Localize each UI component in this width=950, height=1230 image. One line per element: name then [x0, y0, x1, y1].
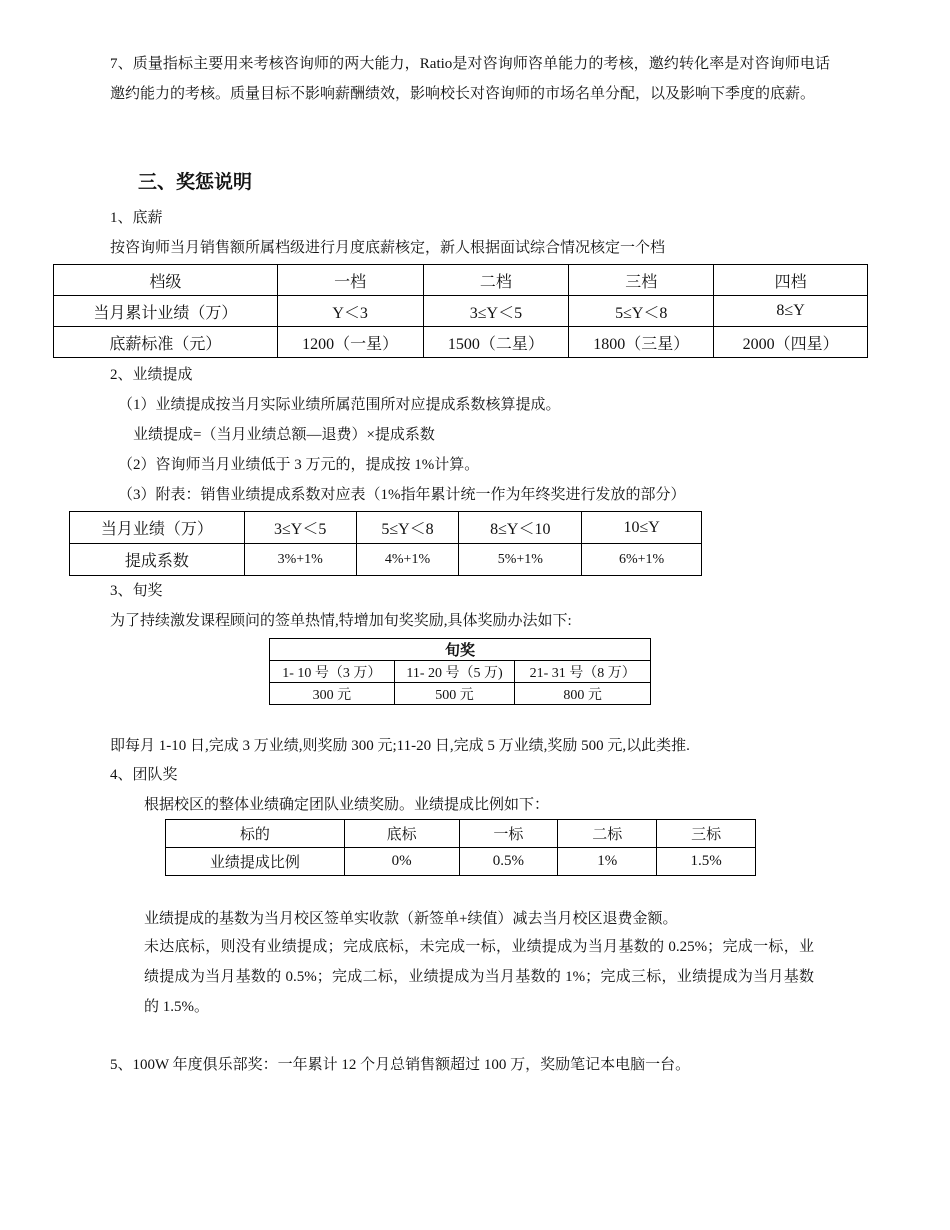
table-cell: 1500（二星）: [423, 327, 569, 358]
tenday-table: [269, 638, 651, 705]
table-cell: 800 元: [515, 683, 651, 705]
table-cell: 4%+1%: [356, 544, 459, 576]
tenday-note: 即每月 1-10 日,完成 3 万业绩,则奖励 300 元;11-20 日,完成 5 万业绩,奖励 500 元,以此类推.: [110, 738, 690, 754]
commission-line-1: （1）业绩提成按当月实际业绩所属范围所对应提成系数核算提成。: [118, 397, 561, 413]
table-title: 旬奖: [270, 639, 651, 661]
commission-heading: 2、业绩提成: [110, 367, 193, 383]
table-cell: 底薪标准（元）: [54, 327, 278, 358]
table-row: [54, 265, 868, 296]
table-cell: 提成系数: [70, 544, 245, 576]
table-cell: 1200（一星）: [277, 327, 423, 358]
table-cell: 11- 20 号（5 万): [394, 661, 515, 683]
base-salary-desc: 按咨询师当月销售额所属档级进行月度底薪核定，新人根据面试综合情况核定一个档: [110, 240, 666, 256]
table-cell: 当月累计业绩（万）: [54, 296, 278, 327]
commission-line-3: （3）附表：销售业绩提成系数对应表（1%指年累计统一作为年终奖进行发放的部分）: [118, 487, 686, 503]
table-cell: 5%+1%: [459, 544, 582, 576]
team-rate-table: [165, 819, 756, 876]
table-row: [54, 327, 868, 358]
table-cell: 0.5%: [459, 848, 558, 876]
table-cell: 三档: [569, 265, 714, 296]
table-cell: 1.5%: [657, 848, 756, 876]
table-cell: 5≤Y＜8: [356, 512, 459, 544]
table-cell: 业绩提成比例: [166, 848, 345, 876]
table-cell: 8≤Y: [714, 296, 868, 327]
club-award: 5、100W 年度俱乐部奖：一年累计 12 个月总销售额超过 100 万，奖励笔记本电脑一台。: [110, 1057, 691, 1073]
table-row: [270, 661, 651, 683]
commission-line-2: （2）咨询师当月业绩低于 3 万元的，提成按 1%计算。: [118, 457, 480, 473]
table-cell: 21- 31 号（8 万）: [515, 661, 651, 683]
table-cell: 一标: [459, 820, 558, 848]
table-cell: 1%: [558, 848, 657, 876]
table-cell: 2000（四星）: [714, 327, 868, 358]
tenday-desc: 为了持续激发课程顾问的签单热情,特增加旬奖奖励,具体奖励办法如下:: [110, 613, 572, 629]
table-cell: 1- 10 号（3 万）: [270, 661, 395, 683]
table-cell: 5≤Y＜8: [569, 296, 714, 327]
table-cell: 三标: [657, 820, 756, 848]
team-note-2: 未达底标，则没有业绩提成；完成底标，未完成一标，业绩提成为当月基数的 0.25%；完成一标，业绩提成为当月基数的 0.5%；完成二标，业绩提成为当月基数的 1%；完成三标，业绩提成为当月基数的 1.5%。: [144, 939, 814, 1015]
table-cell: 标的: [166, 820, 345, 848]
table-cell: 3≤Y＜5: [244, 512, 356, 544]
tenday-heading: 3、旬奖: [110, 583, 163, 599]
table-cell: 3≤Y＜5: [423, 296, 569, 327]
table-row: [270, 683, 651, 705]
table-cell: 档级: [54, 265, 278, 296]
table-cell: 10≤Y: [582, 512, 702, 544]
table-row: [166, 848, 756, 876]
team-heading: 4、团队奖: [110, 767, 178, 783]
table-cell: 二标: [558, 820, 657, 848]
team-desc: 根据校区的整体业绩确定团队业绩奖励。业绩提成比例如下：: [144, 797, 550, 813]
table-cell: Y＜3: [277, 296, 423, 327]
table-cell: 一档: [277, 265, 423, 296]
table-cell: 500 元: [394, 683, 515, 705]
table-cell: 6%+1%: [582, 544, 702, 576]
table-cell: 0%: [344, 848, 459, 876]
table-cell: 底标: [344, 820, 459, 848]
commission-formula: 业绩提成=（当月业绩总额—退费）×提成系数: [133, 427, 435, 443]
table-row: [270, 639, 651, 661]
table-cell: 二档: [423, 265, 569, 296]
base-salary-heading: 1、底薪: [110, 210, 163, 226]
table-cell: 四档: [714, 265, 868, 296]
table-row: [166, 820, 756, 848]
table-row: [70, 512, 702, 544]
team-note-1: 业绩提成的基数为当月校区签单实收款（新签单+续值）减去当月校区退费金额。: [144, 911, 678, 927]
base-salary-table: [53, 264, 868, 358]
table-cell: 1800（三星）: [569, 327, 714, 358]
table-row: [70, 544, 702, 576]
commission-rate-table: [69, 511, 702, 576]
table-row: [54, 296, 868, 327]
table-cell: 300 元: [270, 683, 395, 705]
section-title: 三、奖惩说明: [138, 171, 253, 193]
table-cell: 8≤Y＜10: [459, 512, 582, 544]
table-cell: 3%+1%: [244, 544, 356, 576]
item-7-paragraph: 7、质量指标主要用来考核咨询师的两大能力，Ratio是对咨询师咨单能力的考核，邀约转化率是对咨询师电话邀约能力的考核。质量目标不影响薪酬绩效，影响校长对咨询师的市场名单分配，以及影响下季度的底薪。: [110, 56, 830, 102]
table-cell: 当月业绩（万）: [70, 512, 245, 544]
